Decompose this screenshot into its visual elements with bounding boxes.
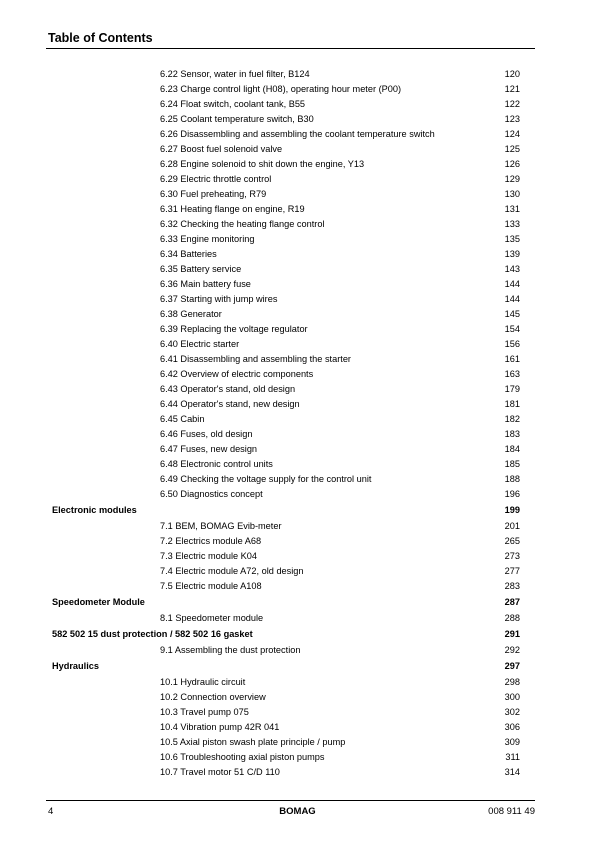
toc-entry-row[interactable] bbox=[0, 457, 595, 472]
toc-page-number: 196 bbox=[504, 489, 520, 499]
toc-page-number: 292 bbox=[504, 645, 520, 655]
toc-page-number: 300 bbox=[504, 692, 520, 702]
toc-page-number: 145 bbox=[504, 309, 520, 319]
toc-page-number: 185 bbox=[504, 459, 520, 469]
toc-entry-row[interactable] bbox=[0, 262, 595, 277]
toc-page-number: 199 bbox=[504, 504, 520, 515]
toc-entry-title: 6.50 Diagnostics concept bbox=[160, 489, 263, 499]
toc-entry-title: 6.29 Electric throttle control bbox=[160, 174, 272, 184]
toc-page-number: 129 bbox=[504, 174, 520, 184]
toc-entry-title: 10.7 Travel motor 51 C/D 110 bbox=[160, 767, 280, 777]
toc-page-number: 139 bbox=[504, 249, 520, 259]
toc-entry-row[interactable] bbox=[0, 247, 595, 262]
toc-section-row[interactable] bbox=[0, 503, 595, 519]
footer-document-number: 008 911 49 bbox=[488, 806, 535, 817]
toc-entry-title: 6.31 Heating flange on engine, R19 bbox=[160, 204, 305, 214]
toc-entry-row[interactable] bbox=[0, 382, 595, 397]
toc-entry-title: 6.38 Generator bbox=[160, 309, 222, 319]
toc-entry-title: 6.41 Disassembling and assembling the starter bbox=[160, 354, 351, 364]
toc-entry-title: 7.5 Electric module A108 bbox=[160, 581, 262, 591]
footer-divider bbox=[46, 800, 535, 801]
toc-entry-row[interactable] bbox=[0, 472, 595, 487]
toc-entry-title: 6.25 Coolant temperature switch, B30 bbox=[160, 114, 314, 124]
toc-page-number: 125 bbox=[504, 144, 520, 154]
toc-page-number: 188 bbox=[504, 474, 520, 484]
toc-page-number: 156 bbox=[504, 339, 520, 349]
toc-entry-row[interactable] bbox=[0, 157, 595, 172]
toc-entry-row[interactable] bbox=[0, 705, 595, 720]
toc-page-number: 265 bbox=[504, 536, 520, 546]
toc-entry-title: 6.22 Sensor, water in fuel filter, B124 bbox=[160, 69, 310, 79]
toc-entry-title: 6.33 Engine monitoring bbox=[160, 234, 255, 244]
toc-entry-row[interactable] bbox=[0, 127, 595, 142]
toc-entry-title: 6.44 Operator's stand, new design bbox=[160, 399, 300, 409]
toc-entry-row[interactable] bbox=[0, 82, 595, 97]
toc-entry-title: 6.49 Checking the voltage supply for the control unit bbox=[160, 474, 372, 484]
toc-entry-row[interactable] bbox=[0, 232, 595, 247]
toc-entry-title: 6.30 Fuel preheating, R79 bbox=[160, 189, 267, 199]
toc-entry-row[interactable] bbox=[0, 750, 595, 765]
toc-entry-title: 6.23 Charge control light (H08), operating hour meter (P00) bbox=[160, 84, 402, 94]
toc-section-title: 582 502 15 dust protection / 582 502 16 gasket bbox=[52, 628, 253, 639]
toc-entry-row[interactable] bbox=[0, 564, 595, 579]
footer-brand: BOMAG bbox=[279, 806, 316, 817]
toc-entry-title: 6.40 Electric starter bbox=[160, 339, 240, 349]
toc-page-number: 179 bbox=[504, 384, 520, 394]
toc-section-row[interactable] bbox=[0, 595, 595, 611]
toc-entry-title: 6.24 Float switch, coolant tank, B55 bbox=[160, 99, 306, 109]
toc-entry-title: 6.46 Fuses, old design bbox=[160, 429, 253, 439]
toc-entry-row[interactable] bbox=[0, 412, 595, 427]
toc-section-title: Speedometer Module bbox=[52, 596, 145, 607]
toc-page-number: 201 bbox=[504, 521, 520, 531]
toc-entry-title: 6.27 Boost fuel solenoid valve bbox=[160, 144, 283, 154]
toc-entry-title: 10.3 Travel pump 075 bbox=[160, 707, 249, 717]
toc-page-number: 302 bbox=[504, 707, 520, 717]
toc-entry-title: 6.35 Battery service bbox=[160, 264, 242, 274]
toc-section-row[interactable] bbox=[0, 627, 595, 643]
toc-entry-row[interactable] bbox=[0, 352, 595, 367]
table-of-contents bbox=[0, 67, 595, 780]
toc-entry-row[interactable] bbox=[0, 690, 595, 705]
page-title: Table of Contents bbox=[48, 31, 153, 45]
toc-page-number: 143 bbox=[504, 264, 520, 274]
header-divider bbox=[46, 48, 535, 49]
toc-entry-row[interactable] bbox=[0, 579, 595, 594]
toc-page-number: 297 bbox=[504, 660, 520, 671]
toc-entry-title: 6.39 Replacing the voltage regulator bbox=[160, 324, 308, 334]
toc-section-row[interactable] bbox=[0, 659, 595, 675]
toc-page-number: 126 bbox=[504, 159, 520, 169]
toc-section-title: Hydraulics bbox=[52, 660, 99, 671]
toc-page-number: 288 bbox=[504, 613, 520, 623]
toc-entry-row[interactable] bbox=[0, 172, 595, 187]
toc-page-number: 120 bbox=[504, 69, 520, 79]
toc-page-number: 298 bbox=[504, 677, 520, 687]
toc-page-number: 183 bbox=[504, 429, 520, 439]
toc-entry-row[interactable] bbox=[0, 337, 595, 352]
toc-page-number: 291 bbox=[504, 628, 520, 639]
toc-entry-row[interactable] bbox=[0, 427, 595, 442]
toc-entry-title: 7.4 Electric module A72, old design bbox=[160, 566, 304, 576]
toc-page-number: 124 bbox=[504, 129, 520, 139]
toc-entry-row[interactable] bbox=[0, 611, 595, 626]
toc-entry-row[interactable] bbox=[0, 549, 595, 564]
toc-entry-title: 6.28 Engine solenoid to shit down the engine, Y13 bbox=[160, 159, 365, 169]
toc-page-number: 277 bbox=[504, 566, 520, 576]
toc-entry-title: 8.1 Speedometer module bbox=[160, 613, 264, 623]
toc-entry-row[interactable] bbox=[0, 322, 595, 337]
toc-entry-row[interactable] bbox=[0, 765, 595, 780]
toc-entry-title: 6.45 Cabin bbox=[160, 414, 205, 424]
toc-page-number: 133 bbox=[504, 219, 520, 229]
toc-page-number: 283 bbox=[504, 581, 520, 591]
toc-page-number: 144 bbox=[504, 279, 520, 289]
toc-entry-title: 6.32 Checking the heating flange control bbox=[160, 219, 325, 229]
toc-entry-row[interactable] bbox=[0, 720, 595, 735]
toc-page-number: 314 bbox=[504, 767, 520, 777]
toc-page-number: 306 bbox=[504, 722, 520, 732]
toc-entry-row[interactable] bbox=[0, 442, 595, 457]
toc-entry-title: 7.2 Electrics module A68 bbox=[160, 536, 262, 546]
toc-entry-title: 10.5 Axial piston swash plate principle / pump bbox=[160, 737, 346, 747]
toc-page-number: 161 bbox=[504, 354, 520, 364]
footer-page-number: 4 bbox=[48, 806, 54, 817]
toc-page-number: 135 bbox=[504, 234, 520, 244]
toc-entry-row[interactable] bbox=[0, 142, 595, 157]
toc-page-number: 122 bbox=[504, 99, 520, 109]
toc-entry-title: 10.6 Troubleshooting axial piston pumps bbox=[160, 752, 325, 762]
toc-page-number: 181 bbox=[504, 399, 520, 409]
toc-page-number: 154 bbox=[504, 324, 520, 334]
toc-entry-title: 7.3 Electric module K04 bbox=[160, 551, 258, 561]
toc-entry-row[interactable] bbox=[0, 277, 595, 292]
toc-entry-row[interactable] bbox=[0, 67, 595, 82]
toc-page-number: 311 bbox=[505, 752, 520, 762]
toc-page-number: 163 bbox=[504, 369, 520, 379]
toc-entry-row[interactable] bbox=[0, 534, 595, 549]
toc-page-number: 309 bbox=[504, 737, 520, 747]
toc-entry-title: 6.37 Starting with jump wires bbox=[160, 294, 278, 304]
toc-entry-row[interactable] bbox=[0, 367, 595, 382]
toc-entry-title: 10.4 Vibration pump 42R 041 bbox=[160, 722, 280, 732]
toc-entry-row[interactable] bbox=[0, 112, 595, 127]
toc-page-number: 130 bbox=[504, 189, 520, 199]
toc-entry-row[interactable] bbox=[0, 735, 595, 750]
toc-entry-row[interactable] bbox=[0, 97, 595, 112]
toc-page-number: 184 bbox=[504, 444, 520, 454]
toc-entry-row[interactable] bbox=[0, 202, 595, 217]
toc-entry-title: 6.26 Disassembling and assembling the coolant temperature switch bbox=[160, 129, 435, 139]
toc-page-number: 131 bbox=[504, 204, 520, 214]
toc-entry-row[interactable] bbox=[0, 397, 595, 412]
toc-page-number: 182 bbox=[504, 414, 520, 424]
toc-entry-title: 10.2 Connection overview bbox=[160, 692, 266, 702]
toc-entry-title: 10.1 Hydraulic circuit bbox=[160, 677, 246, 687]
toc-entry-row[interactable] bbox=[0, 307, 595, 322]
toc-entry-row[interactable] bbox=[0, 217, 595, 232]
toc-page-number: 273 bbox=[504, 551, 520, 561]
toc-entry-title: 6.47 Fuses, new design bbox=[160, 444, 258, 454]
toc-entry-row[interactable] bbox=[0, 643, 595, 658]
toc-entry-title: 7.1 BEM, BOMAG Evib-meter bbox=[160, 521, 282, 531]
toc-entry-row[interactable] bbox=[0, 187, 595, 202]
toc-entry-title: 9.1 Assembling the dust protection bbox=[160, 645, 301, 655]
toc-entry-row[interactable] bbox=[0, 675, 595, 690]
toc-page-number: 121 bbox=[504, 84, 520, 94]
toc-page-number: 123 bbox=[504, 114, 520, 124]
toc-page-number: 144 bbox=[504, 294, 520, 304]
toc-entry-row[interactable] bbox=[0, 487, 595, 502]
toc-section-title: Electronic modules bbox=[52, 504, 137, 515]
toc-entry-row[interactable] bbox=[0, 292, 595, 307]
toc-entry-title: 6.48 Electronic control units bbox=[160, 459, 273, 469]
toc-entry-title: 6.42 Overview of electric components bbox=[160, 369, 314, 379]
toc-entry-title: 6.43 Operator's stand, old design bbox=[160, 384, 296, 394]
toc-entry-title: 6.36 Main battery fuse bbox=[160, 279, 251, 289]
toc-page-number: 287 bbox=[504, 596, 520, 607]
toc-entry-row[interactable] bbox=[0, 519, 595, 534]
toc-entry-title: 6.34 Batteries bbox=[160, 249, 217, 259]
